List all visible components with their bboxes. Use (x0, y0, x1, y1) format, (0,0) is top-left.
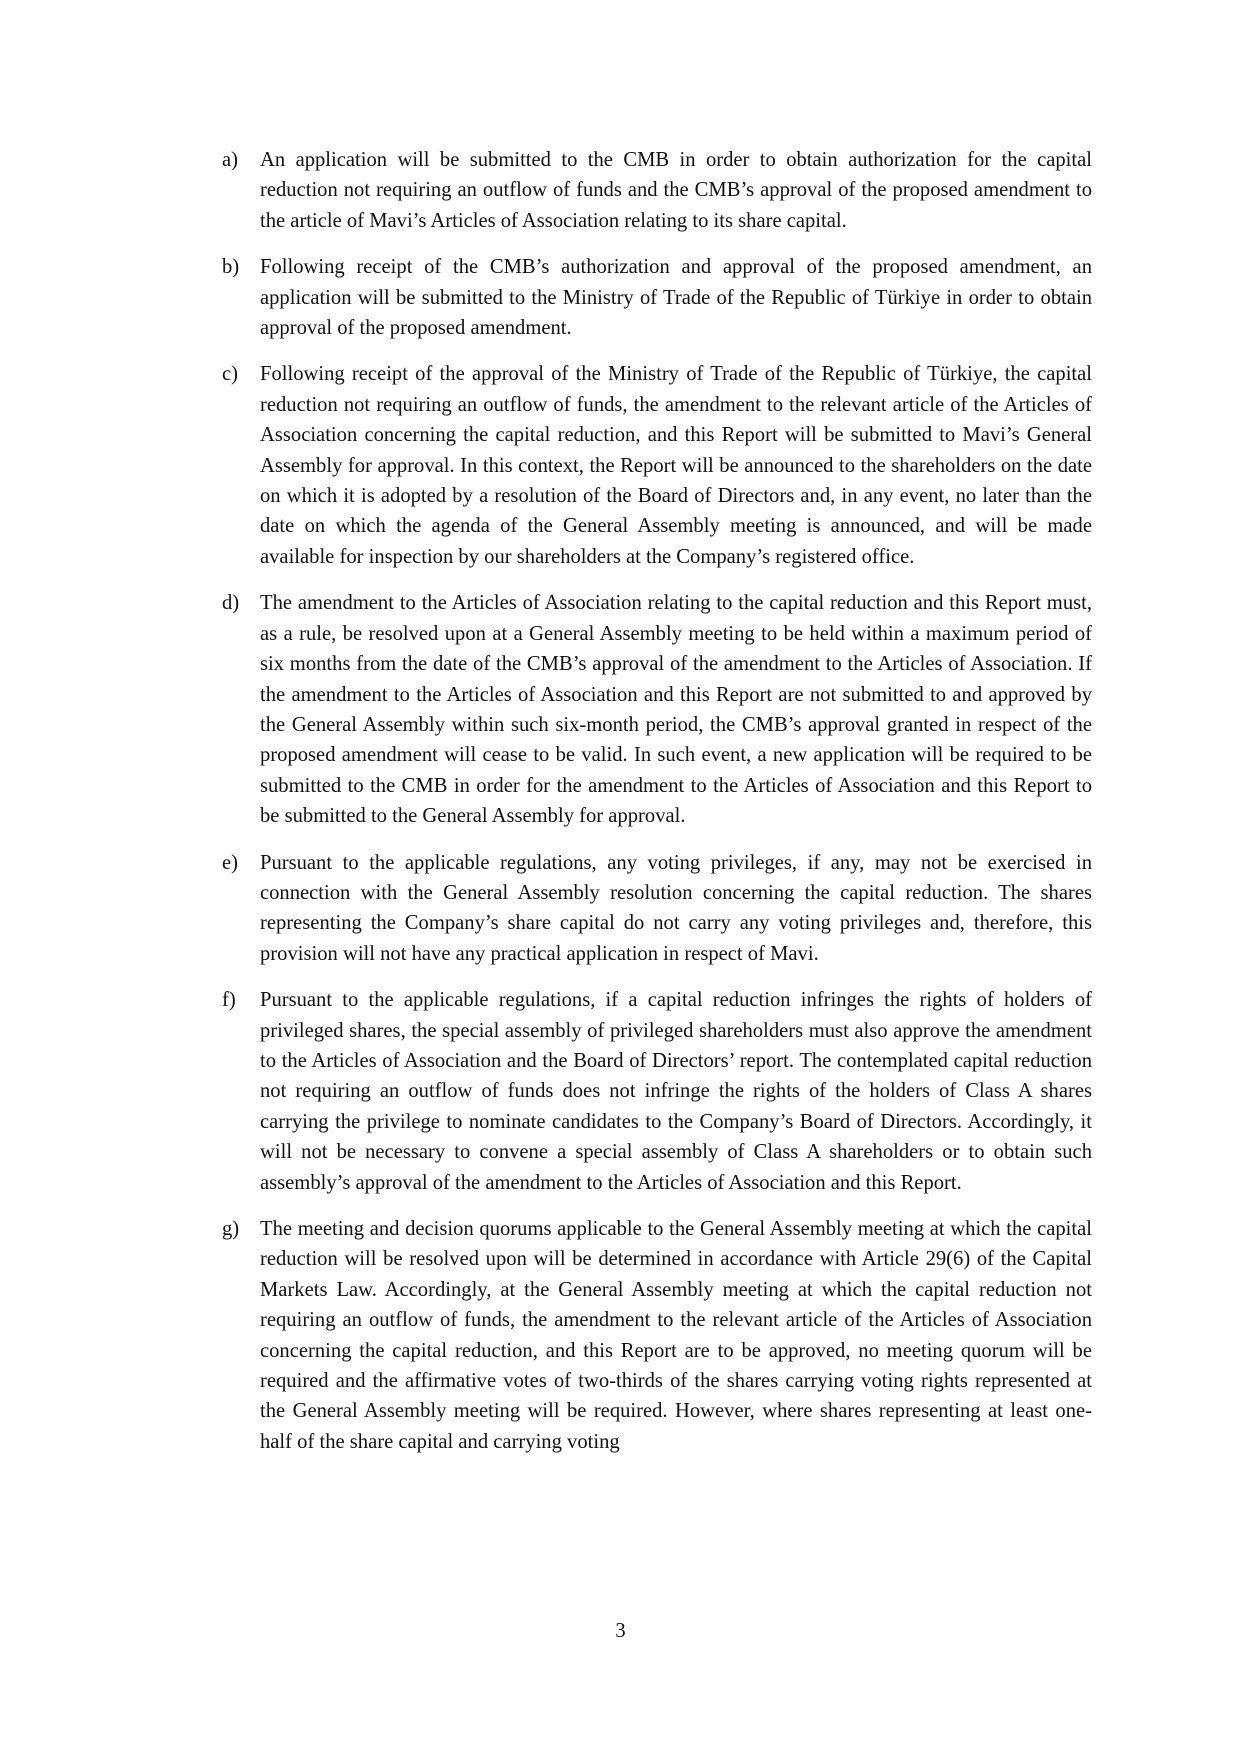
list-item-text: Pursuant to the applicable regulations, if a capital reduction infringes the rights of holders of privileged shares, the special assembly of privileged shareholders must also approve the amendment to the Articles of Association and the Board of Directors’ report. The contemplated capital reduction not requiring an outflow of funds does not infringe the rights of the holders of Class A shares carrying the privilege to nominate candidates to the Company’s Board of Directors. Accordingly, it will not be necessary to convene a special assembly of Class A shareholders or to obtain such assembly’s approval of the amendment to the Articles of Association and this Report. (260, 989, 1092, 1194)
list-item-label: g) (222, 1218, 240, 1240)
list-item-label: f) (222, 989, 236, 1012)
list-item-label: d) (222, 592, 240, 615)
document-body (222, 145, 1092, 1473)
list-item-label: b) (222, 256, 240, 279)
list-item-label: e) (222, 851, 238, 874)
list-item-d (222, 588, 1092, 831)
list-item-label: c) (222, 363, 238, 386)
page-number: 3 (615, 1620, 626, 1642)
list-item-g (222, 1214, 1092, 1457)
list-item-f (222, 985, 1092, 1198)
list-item-text: Following receipt of the CMB’s authorization and approval of the proposed amendment, an application will be submitted to the Ministry of Trade of the Republic of Türkiye in order to obtain approval of the proposed amendment. (260, 256, 1092, 340)
list-item-text: The amendment to the Articles of Association relating to the capital reduction and this Report must, as a rule, be resolved upon at a General Assembly meeting to be held within a maximum period of six months from the date of the CMB’s approval of the amendment to the Articles of Association. If the amendment to the Articles of Association and this Report are not submitted to and approved by the General Assembly within such six-month period, the CMB’s approval granted in respect of the proposed amendment will cease to be valid. In such event, a new application will be required to be submitted to the CMB in order for the amendment to the Articles of Association and this Report to be submitted to the General Assembly for approval. (260, 592, 1092, 828)
list-item-c (222, 359, 1092, 572)
list-item-label: a) (222, 149, 238, 171)
list-item-text: The meeting and decision quorums applicable to the General Assembly meeting at which the capital reduction will be resolved upon will be determined in accordance with Article 29(6) of the Capital Markets Law. Accordingly, at the General Assembly meeting at which the capital reduction not requiring an outflow of funds, the amendment to the relevant article of the Articles of Association concerning the capital reduction, and this Report are to be approved, no meeting quorum will be required and the affirmative votes of two-thirds of the shares carrying voting rights represented at the General Assembly meeting will be required. However, where shares representing at least one-half of the share capital and carrying voting (260, 1218, 1092, 1453)
list-item-text: Following receipt of the approval of the Ministry of Trade of the Republic of Türkiye, the capital reduction not requiring an outflow of funds, the amendment to the relevant article of the Articles of Association concerning the capital reduction, and this Report will be submitted to Mavi’s General Assembly for approval. In this context, the Report will be announced to the shareholders on the date on which it is adopted by a resolution of the Board of Directors and, in any event, no later than the date on which the agenda of the General Assembly meeting is announced, and will be made available for inspection by our shareholders at the Company’s registered office. (260, 363, 1092, 568)
list-item-e (222, 848, 1092, 970)
list-item-text: Pursuant to the applicable regulations, any voting privileges, if any, may not be exercised in connection with the General Assembly resolution concerning the capital reduction. The shares representing the Company’s share capital do not carry any voting privileges and, therefore, this provision will not have any practical application in respect of Mavi. (260, 851, 1092, 965)
list-item-a (222, 145, 1092, 236)
list-item-b (222, 252, 1092, 343)
list-item-text: An application will be submitted to the CMB in order to obtain authorization for the capital reduction not requiring an outflow of funds and the CMB’s approval of the proposed amendment to the article of Mavi’s Articles of Association relating to its share capital. (260, 149, 1092, 232)
